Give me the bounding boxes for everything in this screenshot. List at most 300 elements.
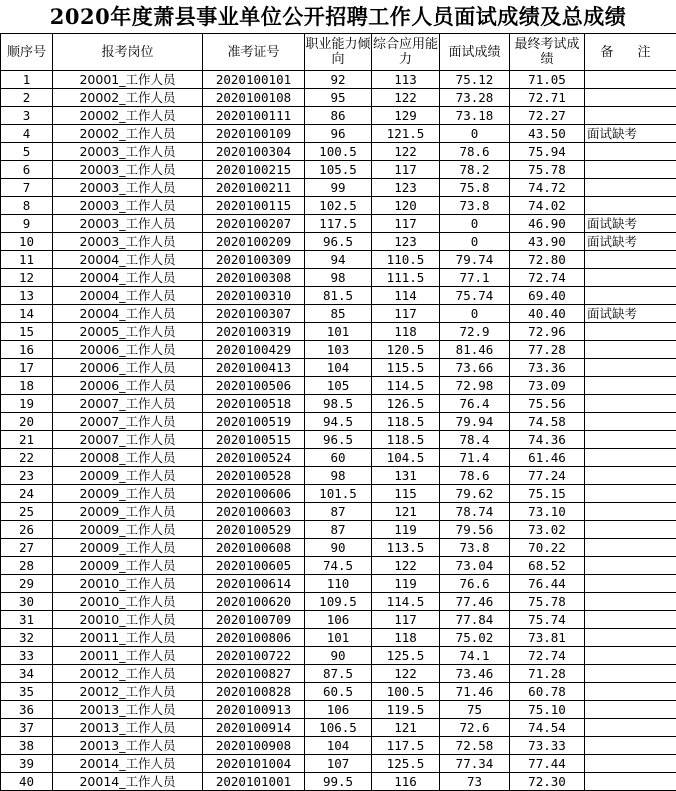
cell-aptitude: 87.5 <box>305 665 372 683</box>
cell-comprehensive: 122 <box>372 665 440 683</box>
cell-interview: 72.6 <box>440 719 510 737</box>
cell-interview: 76.6 <box>440 575 510 593</box>
table-row <box>1 395 676 413</box>
table-row <box>1 71 676 89</box>
cell-aptitude: 96 <box>305 125 372 143</box>
cell-seq: 5 <box>1 143 53 161</box>
header-comprehensive: 综合应用能力 <box>372 34 440 71</box>
header-interview: 面试成绩 <box>440 34 510 71</box>
cell-position: 20010_工作人员 <box>53 575 203 593</box>
cell-final: 73.33 <box>510 737 585 755</box>
cell-comprehensive: 122 <box>372 143 440 161</box>
cell-remark: 面试缺考 <box>585 233 676 251</box>
cell-position: 20004_工作人员 <box>53 305 203 323</box>
cell-comprehensive: 122 <box>372 89 440 107</box>
cell-interview: 74.1 <box>440 647 510 665</box>
table-row <box>1 305 676 323</box>
cell-ticket: 2020100806 <box>203 629 305 647</box>
cell-aptitude: 95 <box>305 89 372 107</box>
cell-ticket: 2020100310 <box>203 287 305 305</box>
cell-final: 73.10 <box>510 503 585 521</box>
table-row <box>1 341 676 359</box>
cell-final: 75.56 <box>510 395 585 413</box>
cell-remark <box>585 737 676 755</box>
cell-aptitude: 90 <box>305 539 372 557</box>
cell-remark <box>585 773 676 791</box>
cell-ticket: 2020100722 <box>203 647 305 665</box>
cell-final: 72.80 <box>510 251 585 269</box>
cell-aptitude: 85 <box>305 305 372 323</box>
cell-aptitude: 101.5 <box>305 485 372 503</box>
cell-position: 20007_工作人员 <box>53 431 203 449</box>
cell-ticket: 2020100109 <box>203 125 305 143</box>
cell-final: 69.40 <box>510 287 585 305</box>
cell-position: 20010_工作人员 <box>53 611 203 629</box>
cell-interview: 73.04 <box>440 557 510 575</box>
cell-remark <box>585 161 676 179</box>
cell-final: 68.52 <box>510 557 585 575</box>
cell-position: 20009_工作人员 <box>53 485 203 503</box>
cell-comprehensive: 113.5 <box>372 539 440 557</box>
header-seq: 顺序号 <box>1 34 53 71</box>
cell-interview: 73.28 <box>440 89 510 107</box>
cell-aptitude: 86 <box>305 107 372 125</box>
cell-aptitude: 99.5 <box>305 773 372 791</box>
cell-position: 20007_工作人员 <box>53 395 203 413</box>
header-row <box>1 34 676 71</box>
cell-remark: 面试缺考 <box>585 215 676 233</box>
cell-interview: 78.74 <box>440 503 510 521</box>
cell-seq: 34 <box>1 665 53 683</box>
cell-position: 20002_工作人员 <box>53 89 203 107</box>
cell-position: 20006_工作人员 <box>53 359 203 377</box>
cell-seq: 4 <box>1 125 53 143</box>
cell-seq: 6 <box>1 161 53 179</box>
cell-remark <box>585 377 676 395</box>
cell-position: 20013_工作人员 <box>53 701 203 719</box>
cell-aptitude: 104 <box>305 737 372 755</box>
table-row <box>1 269 676 287</box>
page-title: 2020年度萧县事业单位公开招聘工作人员面试成绩及总成绩 <box>0 0 676 33</box>
cell-final: 75.74 <box>510 611 585 629</box>
cell-interview: 72.58 <box>440 737 510 755</box>
header-remark: 备 注 <box>585 34 676 71</box>
cell-ticket: 2020100307 <box>203 305 305 323</box>
cell-aptitude: 109.5 <box>305 593 372 611</box>
cell-remark <box>585 683 676 701</box>
table-row <box>1 575 676 593</box>
cell-position: 20014_工作人员 <box>53 773 203 791</box>
table-row <box>1 431 676 449</box>
cell-position: 20010_工作人员 <box>53 593 203 611</box>
table-row <box>1 233 676 251</box>
cell-interview: 71.46 <box>440 683 510 701</box>
cell-seq: 21 <box>1 431 53 449</box>
cell-remark <box>585 359 676 377</box>
cell-final: 75.78 <box>510 593 585 611</box>
cell-position: 20001_工作人员 <box>53 71 203 89</box>
cell-seq: 36 <box>1 701 53 719</box>
cell-interview: 78.4 <box>440 431 510 449</box>
cell-position: 20007_工作人员 <box>53 413 203 431</box>
cell-comprehensive: 117.5 <box>372 737 440 755</box>
cell-comprehensive: 118 <box>372 629 440 647</box>
table-row <box>1 413 676 431</box>
cell-final: 46.90 <box>510 215 585 233</box>
table-row <box>1 755 676 773</box>
cell-aptitude: 107 <box>305 755 372 773</box>
cell-position: 20005_工作人员 <box>53 323 203 341</box>
cell-final: 76.44 <box>510 575 585 593</box>
cell-remark <box>585 503 676 521</box>
cell-final: 60.78 <box>510 683 585 701</box>
cell-aptitude: 105.5 <box>305 161 372 179</box>
cell-aptitude: 102.5 <box>305 197 372 215</box>
cell-remark <box>585 755 676 773</box>
cell-interview: 0 <box>440 215 510 233</box>
table-row <box>1 377 676 395</box>
table-row <box>1 683 676 701</box>
cell-aptitude: 81.5 <box>305 287 372 305</box>
cell-remark <box>585 701 676 719</box>
cell-aptitude: 100.5 <box>305 143 372 161</box>
cell-comprehensive: 114 <box>372 287 440 305</box>
cell-aptitude: 101 <box>305 323 372 341</box>
cell-aptitude: 110 <box>305 575 372 593</box>
cell-final: 61.46 <box>510 449 585 467</box>
cell-aptitude: 117.5 <box>305 215 372 233</box>
cell-seq: 22 <box>1 449 53 467</box>
cell-seq: 13 <box>1 287 53 305</box>
cell-ticket: 2020100908 <box>203 737 305 755</box>
cell-ticket: 2020100603 <box>203 503 305 521</box>
cell-remark <box>585 629 676 647</box>
cell-ticket: 2020100308 <box>203 269 305 287</box>
cell-final: 77.24 <box>510 467 585 485</box>
cell-ticket: 2020100605 <box>203 557 305 575</box>
cell-position: 20012_工作人员 <box>53 665 203 683</box>
cell-ticket: 2020100506 <box>203 377 305 395</box>
cell-comprehensive: 115.5 <box>372 359 440 377</box>
cell-comprehensive: 117 <box>372 215 440 233</box>
cell-aptitude: 87 <box>305 521 372 539</box>
cell-remark <box>585 449 676 467</box>
cell-remark <box>585 143 676 161</box>
cell-interview: 75.74 <box>440 287 510 305</box>
table-row <box>1 557 676 575</box>
cell-position: 20003_工作人员 <box>53 161 203 179</box>
cell-aptitude: 94.5 <box>305 413 372 431</box>
table-row <box>1 485 676 503</box>
cell-seq: 9 <box>1 215 53 233</box>
cell-interview: 77.84 <box>440 611 510 629</box>
cell-interview: 0 <box>440 233 510 251</box>
cell-aptitude: 98.5 <box>305 395 372 413</box>
cell-remark <box>585 107 676 125</box>
cell-final: 73.81 <box>510 629 585 647</box>
cell-comprehensive: 129 <box>372 107 440 125</box>
table-row <box>1 737 676 755</box>
cell-comprehensive: 110.5 <box>372 251 440 269</box>
cell-ticket: 2020100524 <box>203 449 305 467</box>
cell-final: 75.15 <box>510 485 585 503</box>
cell-remark <box>585 323 676 341</box>
cell-comprehensive: 113 <box>372 71 440 89</box>
table-row <box>1 467 676 485</box>
cell-final: 74.02 <box>510 197 585 215</box>
cell-final: 75.10 <box>510 701 585 719</box>
cell-comprehensive: 122 <box>372 557 440 575</box>
cell-position: 20008_工作人员 <box>53 449 203 467</box>
table-row <box>1 611 676 629</box>
cell-position: 20002_工作人员 <box>53 125 203 143</box>
cell-remark <box>585 287 676 305</box>
cell-final: 73.02 <box>510 521 585 539</box>
cell-position: 20012_工作人员 <box>53 683 203 701</box>
cell-interview: 79.62 <box>440 485 510 503</box>
cell-final: 74.54 <box>510 719 585 737</box>
cell-comprehensive: 119 <box>372 521 440 539</box>
cell-interview: 75 <box>440 701 510 719</box>
cell-seq: 24 <box>1 485 53 503</box>
cell-final: 43.50 <box>510 125 585 143</box>
header-aptitude: 职业能力倾向 <box>305 34 372 71</box>
cell-interview: 81.46 <box>440 341 510 359</box>
table-row <box>1 629 676 647</box>
cell-ticket: 2020100211 <box>203 179 305 197</box>
cell-remark <box>585 89 676 107</box>
cell-interview: 77.34 <box>440 755 510 773</box>
cell-interview: 79.56 <box>440 521 510 539</box>
cell-remark <box>585 251 676 269</box>
cell-seq: 1 <box>1 71 53 89</box>
table-row <box>1 521 676 539</box>
cell-final: 72.71 <box>510 89 585 107</box>
header-position: 报考岗位 <box>53 34 203 71</box>
cell-interview: 77.1 <box>440 269 510 287</box>
cell-final: 70.22 <box>510 539 585 557</box>
cell-final: 73.36 <box>510 359 585 377</box>
cell-final: 73.09 <box>510 377 585 395</box>
cell-comprehensive: 120 <box>372 197 440 215</box>
cell-remark <box>585 197 676 215</box>
table-row <box>1 143 676 161</box>
cell-remark <box>585 611 676 629</box>
cell-comprehensive: 114.5 <box>372 593 440 611</box>
cell-interview: 75.02 <box>440 629 510 647</box>
cell-position: 20011_工作人员 <box>53 647 203 665</box>
cell-remark <box>585 413 676 431</box>
cell-interview: 79.74 <box>440 251 510 269</box>
cell-seq: 29 <box>1 575 53 593</box>
cell-comprehensive: 125.5 <box>372 647 440 665</box>
cell-comprehensive: 115 <box>372 485 440 503</box>
cell-interview: 73.46 <box>440 665 510 683</box>
cell-aptitude: 98 <box>305 467 372 485</box>
cell-position: 20003_工作人员 <box>53 179 203 197</box>
cell-ticket: 2020100913 <box>203 701 305 719</box>
cell-seq: 31 <box>1 611 53 629</box>
cell-aptitude: 98 <box>305 269 372 287</box>
table-row <box>1 287 676 305</box>
table-row <box>1 701 676 719</box>
table-row <box>1 179 676 197</box>
cell-final: 72.96 <box>510 323 585 341</box>
cell-ticket: 2020100606 <box>203 485 305 503</box>
cell-ticket: 2020100215 <box>203 161 305 179</box>
cell-aptitude: 99 <box>305 179 372 197</box>
cell-seq: 38 <box>1 737 53 755</box>
cell-ticket: 2020100518 <box>203 395 305 413</box>
cell-aptitude: 101 <box>305 629 372 647</box>
cell-remark <box>585 647 676 665</box>
cell-ticket: 2020100827 <box>203 665 305 683</box>
cell-aptitude: 87 <box>305 503 372 521</box>
cell-position: 20002_工作人员 <box>53 107 203 125</box>
cell-comprehensive: 118.5 <box>372 431 440 449</box>
cell-ticket: 2020100528 <box>203 467 305 485</box>
cell-interview: 72.9 <box>440 323 510 341</box>
cell-remark <box>585 431 676 449</box>
cell-remark <box>585 71 676 89</box>
cell-seq: 17 <box>1 359 53 377</box>
cell-aptitude: 60 <box>305 449 372 467</box>
cell-seq: 3 <box>1 107 53 125</box>
cell-final: 40.40 <box>510 305 585 323</box>
cell-remark: 面试缺考 <box>585 125 676 143</box>
cell-ticket: 2020101001 <box>203 773 305 791</box>
cell-interview: 75.8 <box>440 179 510 197</box>
cell-interview: 0 <box>440 305 510 323</box>
cell-comprehensive: 118 <box>372 323 440 341</box>
cell-position: 20014_工作人员 <box>53 755 203 773</box>
cell-position: 20009_工作人员 <box>53 467 203 485</box>
cell-comprehensive: 118.5 <box>372 413 440 431</box>
cell-final: 72.30 <box>510 773 585 791</box>
cell-comprehensive: 120.5 <box>372 341 440 359</box>
cell-final: 72.27 <box>510 107 585 125</box>
cell-interview: 73.66 <box>440 359 510 377</box>
cell-aptitude: 106.5 <box>305 719 372 737</box>
table-row <box>1 719 676 737</box>
cell-ticket: 2020100115 <box>203 197 305 215</box>
cell-seq: 19 <box>1 395 53 413</box>
cell-interview: 71.4 <box>440 449 510 467</box>
table-row <box>1 503 676 521</box>
table-row <box>1 323 676 341</box>
cell-interview: 75.12 <box>440 71 510 89</box>
cell-aptitude: 96.5 <box>305 431 372 449</box>
cell-seq: 12 <box>1 269 53 287</box>
cell-ticket: 2020100914 <box>203 719 305 737</box>
cell-interview: 76.4 <box>440 395 510 413</box>
cell-final: 77.28 <box>510 341 585 359</box>
cell-comprehensive: 126.5 <box>372 395 440 413</box>
cell-seq: 37 <box>1 719 53 737</box>
cell-ticket: 2020100828 <box>203 683 305 701</box>
cell-comprehensive: 121.5 <box>372 125 440 143</box>
cell-ticket: 2020100111 <box>203 107 305 125</box>
score-table <box>0 33 676 791</box>
table-row <box>1 359 676 377</box>
cell-ticket: 2020100429 <box>203 341 305 359</box>
cell-comprehensive: 119 <box>372 575 440 593</box>
cell-position: 20003_工作人员 <box>53 233 203 251</box>
cell-final: 71.05 <box>510 71 585 89</box>
cell-position: 20009_工作人员 <box>53 539 203 557</box>
cell-position: 20003_工作人员 <box>53 215 203 233</box>
cell-position: 20004_工作人员 <box>53 269 203 287</box>
cell-seq: 25 <box>1 503 53 521</box>
cell-position: 20003_工作人员 <box>53 143 203 161</box>
cell-remark <box>585 557 676 575</box>
cell-comprehensive: 123 <box>372 179 440 197</box>
cell-ticket: 2020100207 <box>203 215 305 233</box>
table-row <box>1 449 676 467</box>
cell-ticket: 2020100101 <box>203 71 305 89</box>
cell-ticket: 2020100319 <box>203 323 305 341</box>
cell-final: 75.78 <box>510 161 585 179</box>
cell-seq: 7 <box>1 179 53 197</box>
cell-aptitude: 105 <box>305 377 372 395</box>
cell-position: 20009_工作人员 <box>53 503 203 521</box>
cell-ticket: 2020100108 <box>203 89 305 107</box>
cell-seq: 28 <box>1 557 53 575</box>
cell-final: 75.94 <box>510 143 585 161</box>
cell-interview: 78.2 <box>440 161 510 179</box>
cell-comprehensive: 117 <box>372 611 440 629</box>
cell-ticket: 2020100304 <box>203 143 305 161</box>
cell-position: 20003_工作人员 <box>53 197 203 215</box>
cell-comprehensive: 100.5 <box>372 683 440 701</box>
cell-position: 20009_工作人员 <box>53 557 203 575</box>
header-ticket: 准考证号 <box>203 34 305 71</box>
cell-aptitude: 103 <box>305 341 372 359</box>
cell-interview: 79.94 <box>440 413 510 431</box>
cell-comprehensive: 116 <box>372 773 440 791</box>
cell-aptitude: 106 <box>305 611 372 629</box>
table-row <box>1 197 676 215</box>
cell-position: 20013_工作人员 <box>53 719 203 737</box>
cell-seq: 33 <box>1 647 53 665</box>
cell-comprehensive: 125.5 <box>372 755 440 773</box>
cell-comprehensive: 123 <box>372 233 440 251</box>
cell-ticket: 2020100709 <box>203 611 305 629</box>
cell-position: 20006_工作人员 <box>53 341 203 359</box>
cell-final: 72.74 <box>510 269 585 287</box>
cell-interview: 73.18 <box>440 107 510 125</box>
cell-remark <box>585 593 676 611</box>
cell-comprehensive: 121 <box>372 719 440 737</box>
cell-ticket: 2020100519 <box>203 413 305 431</box>
cell-comprehensive: 114.5 <box>372 377 440 395</box>
cell-seq: 11 <box>1 251 53 269</box>
cell-final: 71.28 <box>510 665 585 683</box>
cell-aptitude: 90 <box>305 647 372 665</box>
cell-aptitude: 106 <box>305 701 372 719</box>
cell-aptitude: 92 <box>305 71 372 89</box>
cell-aptitude: 60.5 <box>305 683 372 701</box>
table-row <box>1 161 676 179</box>
cell-ticket: 2020101004 <box>203 755 305 773</box>
cell-seq: 14 <box>1 305 53 323</box>
cell-remark <box>585 539 676 557</box>
table-row <box>1 107 676 125</box>
cell-interview: 73.8 <box>440 197 510 215</box>
cell-comprehensive: 121 <box>372 503 440 521</box>
cell-interview: 78.6 <box>440 143 510 161</box>
cell-comprehensive: 119.5 <box>372 701 440 719</box>
